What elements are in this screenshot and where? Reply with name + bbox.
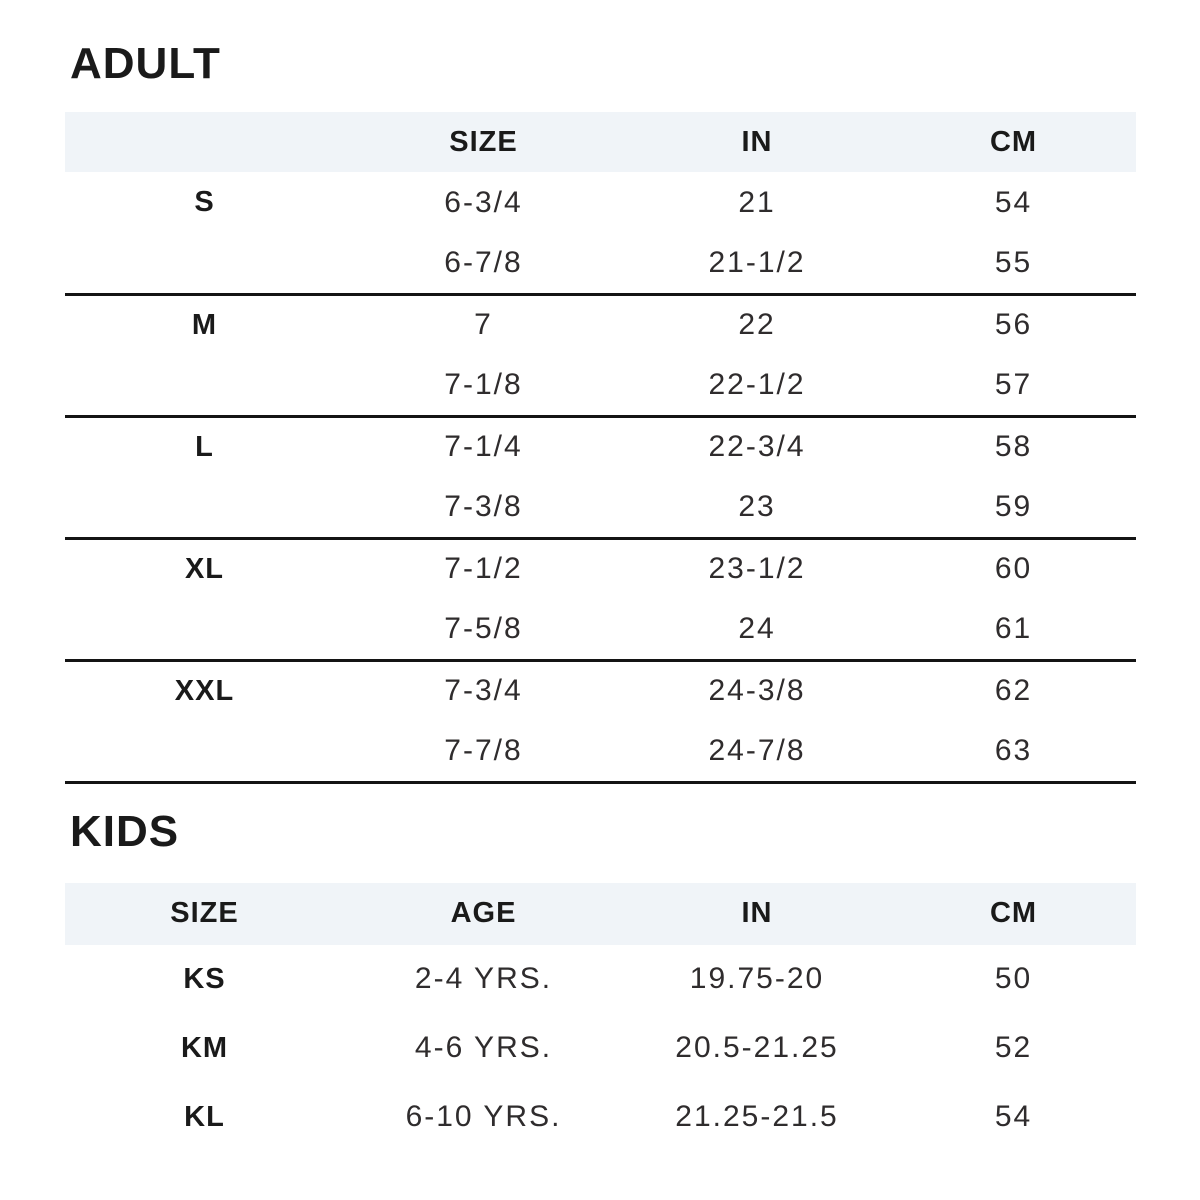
column-header-cm: CM bbox=[989, 125, 1038, 158]
cm-cell: 59 bbox=[891, 477, 1136, 538]
age-cell: 6-10 YRS. bbox=[405, 1100, 562, 1133]
kids-section-title: KIDS bbox=[70, 806, 180, 856]
hat-size-cell: 7-1/8 bbox=[344, 355, 623, 416]
inches-cell: 23-1/2 bbox=[708, 552, 806, 586]
adult-table-header-row bbox=[65, 112, 1136, 172]
cm-cell: 56 bbox=[994, 308, 1033, 342]
table-row bbox=[65, 1014, 1136, 1083]
table-row bbox=[65, 172, 1136, 233]
table-row bbox=[65, 721, 1136, 782]
size-label-cell bbox=[65, 477, 344, 538]
cm-cell: 52 bbox=[994, 1031, 1033, 1064]
column-header-age: AGE bbox=[450, 897, 517, 929]
column-header-cm: CM bbox=[989, 897, 1038, 929]
hat-size-cell: 7-3/8 bbox=[344, 477, 623, 538]
inches-cell: 21.25-21.5 bbox=[675, 1100, 839, 1133]
size-label-cell: KS bbox=[183, 962, 226, 995]
inches-cell: 21 bbox=[738, 185, 776, 219]
inches-cell: 20.5-21.25 bbox=[675, 1031, 839, 1064]
cm-cell: 57 bbox=[891, 355, 1136, 416]
size-label-cell bbox=[65, 355, 344, 416]
cm-cell: 54 bbox=[994, 185, 1033, 219]
age-cell: 4-6 YRS. bbox=[414, 1031, 553, 1064]
table-row bbox=[65, 660, 1136, 721]
size-label-cell bbox=[65, 233, 344, 294]
table-row bbox=[65, 945, 1136, 1014]
table-row bbox=[65, 599, 1136, 660]
size-label-cell: KL bbox=[184, 1100, 225, 1133]
column-header-size: SIZE bbox=[449, 125, 518, 158]
table-row bbox=[65, 416, 1136, 477]
kids-size-table bbox=[65, 883, 1136, 1152]
kids-section bbox=[0, 806, 1200, 1152]
table-row bbox=[65, 355, 1136, 416]
hat-size-cell: 7 bbox=[474, 308, 493, 342]
adult-size-table bbox=[65, 112, 1136, 784]
hat-size-cell: 7-1/4 bbox=[444, 430, 523, 464]
size-label-cell: S bbox=[194, 186, 215, 218]
size-label-cell bbox=[65, 721, 344, 782]
size-label-cell: XXL bbox=[174, 674, 235, 707]
column-header-in: IN bbox=[741, 125, 773, 158]
column-header-in: IN bbox=[741, 897, 773, 929]
age-cell: 2-4 YRS. bbox=[414, 962, 553, 995]
size-label-cell: KM bbox=[180, 1031, 229, 1064]
column-header-blank bbox=[65, 112, 344, 172]
cm-cell: 54 bbox=[994, 1100, 1033, 1133]
cm-cell: 60 bbox=[994, 552, 1033, 586]
inches-cell: 19.75-20 bbox=[689, 962, 825, 995]
cm-cell: 63 bbox=[891, 721, 1136, 782]
table-row bbox=[65, 477, 1136, 538]
table-row bbox=[65, 294, 1136, 355]
kids-table-header-row bbox=[65, 883, 1136, 945]
size-label-cell bbox=[65, 599, 344, 660]
table-row bbox=[65, 1083, 1136, 1152]
inches-cell: 22 bbox=[738, 308, 776, 342]
table-row bbox=[65, 233, 1136, 294]
size-label-cell: L bbox=[195, 430, 214, 463]
table-row bbox=[65, 538, 1136, 599]
cm-cell: 50 bbox=[994, 962, 1033, 995]
inches-cell: 23 bbox=[623, 477, 891, 538]
size-label-cell: M bbox=[191, 308, 218, 341]
inches-cell: 24 bbox=[623, 599, 891, 660]
hat-size-cell: 7-7/8 bbox=[344, 721, 623, 782]
inches-cell: 22-1/2 bbox=[623, 355, 891, 416]
size-label-cell: XL bbox=[184, 552, 225, 585]
inches-cell: 21-1/2 bbox=[623, 233, 891, 294]
cm-cell: 62 bbox=[994, 674, 1033, 708]
hat-size-cell: 7-1/2 bbox=[444, 552, 523, 586]
adult-section-title: ADULT bbox=[70, 39, 221, 88]
inches-cell: 24-7/8 bbox=[623, 721, 891, 782]
hat-size-cell: 6-3/4 bbox=[444, 185, 523, 219]
hat-size-cell: 6-7/8 bbox=[344, 233, 623, 294]
cm-cell: 55 bbox=[891, 233, 1136, 294]
hat-size-cell: 7-5/8 bbox=[344, 599, 623, 660]
inches-cell: 24-3/8 bbox=[708, 674, 806, 708]
inches-cell: 22-3/4 bbox=[708, 430, 806, 464]
cm-cell: 58 bbox=[994, 430, 1033, 464]
cm-cell: 61 bbox=[891, 599, 1136, 660]
column-header-size: SIZE bbox=[170, 897, 239, 929]
hat-size-cell: 7-3/4 bbox=[444, 674, 523, 708]
